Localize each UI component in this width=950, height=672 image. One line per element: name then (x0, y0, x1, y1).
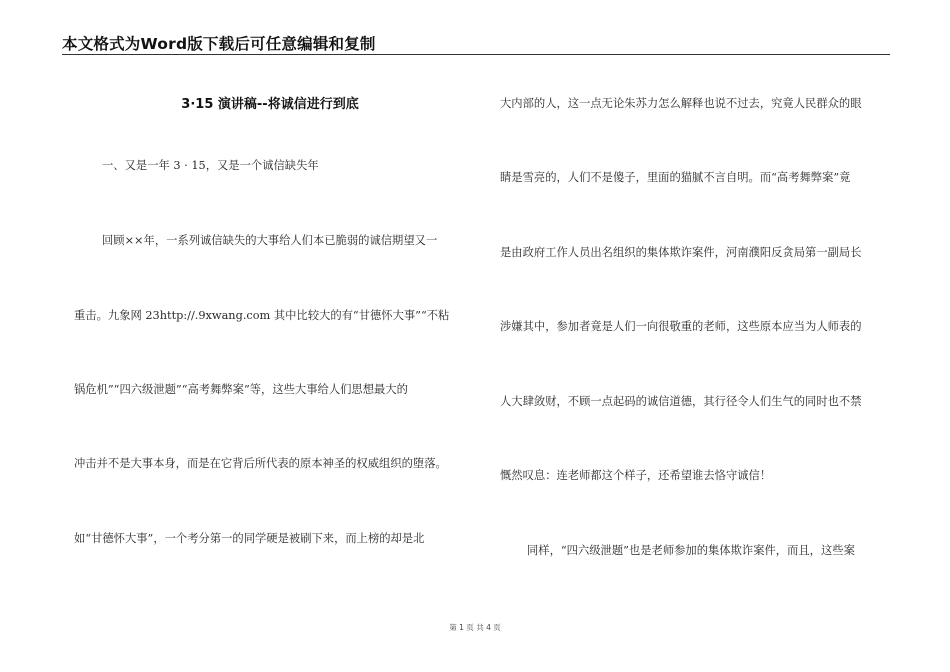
paragraph-line: 睛是雪亮的，人们不是傻子，里面的猫腻不言自明。而“高考舞弊案”竟 (500, 171, 851, 184)
paragraph-line: 重击。九象网 23http://.9xwang.com 其中比较大的有“甘德怀大事”“不粘 (74, 309, 450, 322)
paragraph-line: 锅危机”“四六级泄题”“高考舞弊案”等，这些大事给人们思想最大的 (74, 383, 408, 396)
paragraph-line: 是由政府工作人员出名组织的集体欺诈案件，河南濮阳反贪局第一副局长 (500, 246, 862, 259)
header-banner: 本文格式为Word版下载后可任意编辑和复制 (62, 35, 376, 53)
page-number: 第 1 页 共 4 页 (449, 623, 501, 632)
paragraph-line: 回顾××年，一系列诚信缺失的大事给人们本已脆弱的诚信期望又一 (102, 234, 438, 247)
header-divider (62, 54, 890, 55)
document-title: 3·15 演讲稿--将诚信进行到底 (181, 97, 359, 112)
paragraph-line: 一、又是一年 3 · 15，又是一个诚信缺失年 (102, 159, 319, 172)
paragraph-line: 冲击并不是大事本身，而是在它背后所代表的原本神圣的权威组织的堕落。 (74, 457, 447, 470)
paragraph-line: 涉嫌其中，参加者竟是人们一向很敬重的老师，这些原本应当为人师表的 (500, 320, 862, 333)
paragraph-line: 大内部的人，这一点无论朱苏力怎么解释也说不过去，究竟人民群众的眼 (500, 97, 862, 110)
paragraph-line: 人大肆敛财，不顾一点起码的诚信道德，其行径令人们生气的同时也不禁 (500, 395, 862, 408)
paragraph-line: 同样，“四六级泄题”也是老师参加的集体欺诈案件，而且，这些案 (527, 544, 855, 557)
paragraph-line: 如“甘德怀大事”，一个考分第一的同学硬是被刷下来，而上榜的却是北 (74, 532, 425, 545)
paragraph-line: 慨然叹息：连老师都这个样子，还希望谁去恪守诚信！ (500, 469, 772, 482)
